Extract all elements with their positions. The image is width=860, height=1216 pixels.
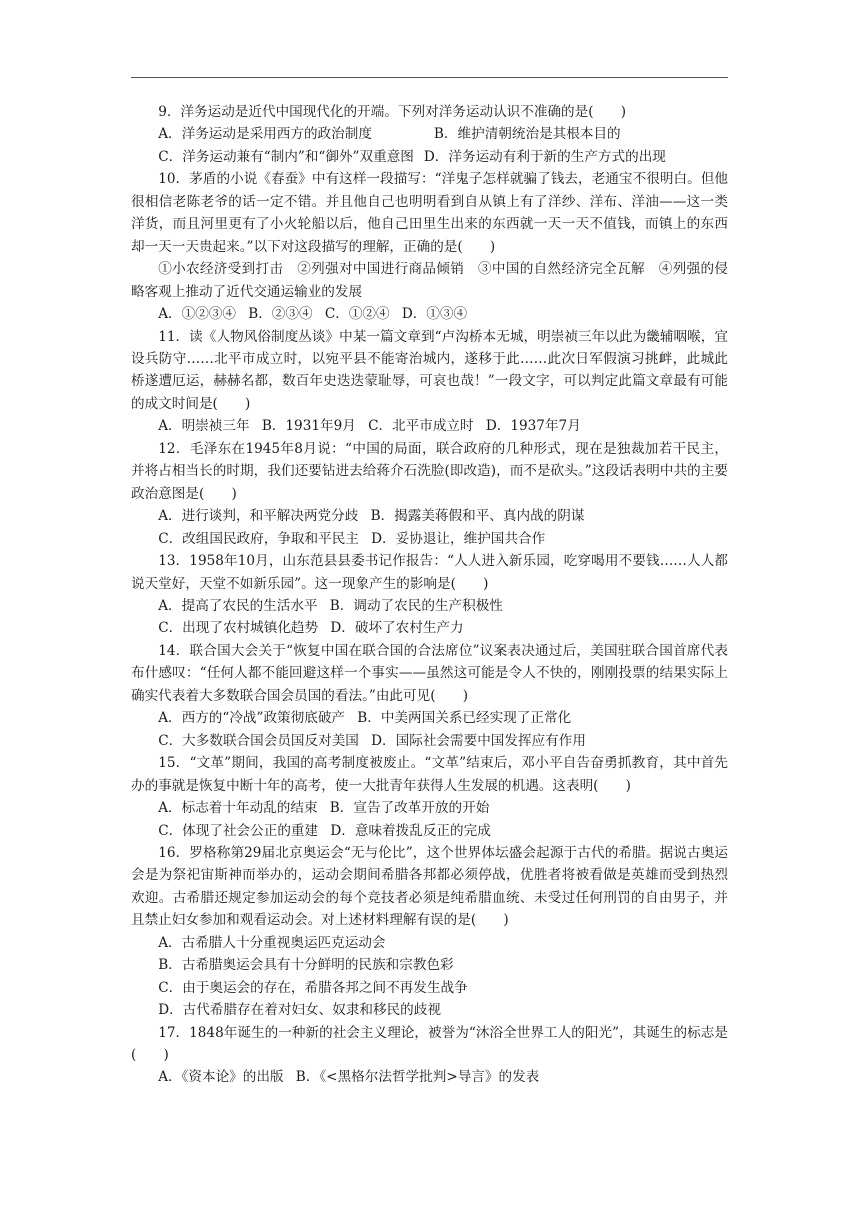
question-15-stem: 15．“文革”期间，我国的高考制度被废止。“文革”结束后，邓小平自告奋勇抓教育，其中首先办的事就是恢复中断十年的高考，使一大批青年获得人生发展的机遇。这表明( ) [131,755,728,794]
question-9-options-row-2 [131,146,728,168]
option-c: C．①②④ [324,306,390,323]
question-15-options-row-1 [131,797,728,819]
question-14-stem: 14．联合国大会关于“恢复中国在联合国的合法席位”议案表决通过后，美国驻联合国首席代表布什感叹：“任何人都不能回避这样一个事实——虽然这可能是令人不快的，刚刚投票的结果实际上确实代表着大多数联合国会员国的看法。”由此可见( ) [131,642,728,704]
question-10-stem: 10．茅盾的小说《春蚕》中有这样一段描写：“洋鬼子怎样就骗了钱去，老通宝不很明白。但他很相信老陈老爷的话一定不错。并且他自己也明明看到自从镇上有了洋纱、洋布、洋油——这一类洋货，而且河里更有了小火轮船以后，他自己田里生出来的东西就一天一天不值钱，而镇上的东西却一天一天贵起来。”以下对这段描写的理解，正确的是( ) [131,171,728,255]
question-16-option-a: A．古希腊人十分重视奥运匹克运动会 [158,934,386,951]
option-b: B．调动了农民的生产积极性 [329,597,503,614]
option-a: A．标志着十年动乱的结束 [158,800,318,817]
option-c: C．大多数联合国会员国反对美国 [158,732,359,749]
option-d: D．国际社会需要中国发挥应有作用 [371,732,586,749]
question-14-options-row-1 [131,707,728,729]
option-c: C．出现了农村城镇化趋势 [158,620,319,637]
question-9-options-row-1 [131,123,728,145]
option-d: D．①③④ [401,306,468,323]
question-16-option-b: B．古希腊奥运会具有十分鲜明的民族和宗教色彩 [158,957,454,974]
option-b: B．宣告了改革开放的开始 [329,800,490,817]
question-12-options-row-1 [131,505,728,527]
question-11-stem: 11．读《人物风俗制度丛谈》中某一篇文章到“卢沟桥本无城，明崇祯三年以此为畿辅咽喉，宜设兵防守……北平市成立时，以宛平县不能寄治城内，遂移于此……此次日军假演习挑衅，此城此桥遂遭厄运，赫赫名都，数百年史迭迭蒙耻辱，可哀也哉！”一段文字，可以判定此篇文章最有可能的成文时间是( ) [131,328,728,412]
question-17-stem: 17．1848年诞生的一种新的社会主义理论，被誉为“沐浴全世界工人的阳光”，其诞生的标志是( ) [131,1024,728,1064]
question-list [131,101,728,1089]
question-13-options-row-2 [131,617,728,639]
question-13-stem: 13．1958年10月，山东范县县委书记作报告：“人人进入新乐园，吃穿喝用不要钱……人人都说天堂好，天堂不如新乐园”。这一现象产生的影响是( ) [131,553,728,592]
option-c: C．北平市成立时 [368,418,474,435]
question-12-stem: 12．毛泽东在1945年8月说：“中国的局面，联合政府的几种形式，现在是独裁加若干民主，并将占相当长的时期，我们还要钻进去给蒋介石洗脸(即改造)，而不是砍头。”这段话表明中共的主要政治意图是( ) [131,440,728,502]
option-a: A．①②③④ [158,306,236,323]
option-d: D．妥协退让，维护国共合作 [371,530,546,547]
option-d: D．破坏了农村生产力 [330,620,464,637]
header-rule [131,77,728,78]
option-c: C．体现了社会公正的重建 [158,822,319,839]
question-12-options-row-2 [131,528,728,550]
option-a: A．进行谈判，和平解决两党分歧 [158,508,359,525]
question-16-option-d: D．古代希腊存在着对妇女、奴隶和移民的歧视 [158,1002,441,1019]
question-17-options [131,1066,728,1088]
option-c: C．改组国民政府，争取和平民主 [158,530,359,547]
option-a: A．西方的“冷战”政策彻底破产 [158,710,346,727]
question-10-statements: ①小农经济受到打击 ②列强对中国进行商品倾销 ③中国的自然经济完全瓦解 ④列强的侵略客观上推动了近代交通运输业的发展 [131,261,728,300]
question-15-options-row-2 [131,820,728,842]
option-b: B．维护清朝统治是其根本目的 [433,126,621,143]
option-a: A．提高了农民的生活水平 [158,597,318,614]
question-14-options-row-2 [131,730,728,752]
option-b: B．②③④ [248,306,313,323]
option-d: D．1937年7月 [485,418,581,435]
question-16-option-c: C．由于奥运会的存在，希腊各邦之间不再发生战争 [158,979,468,996]
question-13-options-row-1 [131,595,728,617]
option-b: B．中美两国关系已经实现了正常化 [357,710,572,727]
option-d: D．洋务运动有利于新的生产方式的出现 [423,148,666,165]
option-a: A．明崇祯三年 [158,418,250,435]
question-10-options [131,303,728,325]
option-b: B．1931年9月 [261,418,356,435]
option-a: A．洋务运动是采用西方的政治制度 [158,126,372,143]
option-d: D．意味着拨乱反正的完成 [330,822,491,839]
option-c: C．洋务运动兼有“制内”和“御外”双重意图 [158,148,414,165]
question-11-options [131,415,728,437]
option-b: B．《<黑格尔法哲学批判>导言》的发表 [295,1069,540,1086]
option-a: A．《资本论》的出版 [158,1069,284,1086]
question-16-stem: 16．罗格称第29届北京奥运会“无与伦比”，这个世界体坛盛会起源于古代的希腊。据说古奥运会是为祭祀宙斯神而举办的，运动会期间希腊各邦都必须停战，优胜者将被看做是英雄而受到热烈欢迎。古希腊还规定参加运动会的每个竞技者必须是纯希腊血统、未受过任何刑罚的自由男子，并且禁止妇女参加和观看运动会。对上述材料理解有误的是( ) [131,844,728,929]
option-b: B．揭露美蒋假和平、真内战的阴谋 [370,508,585,525]
question-9-stem: 9．洋务运动是近代中国现代化的开端。下列对洋务运动认识不准确的是( ) [158,104,627,120]
